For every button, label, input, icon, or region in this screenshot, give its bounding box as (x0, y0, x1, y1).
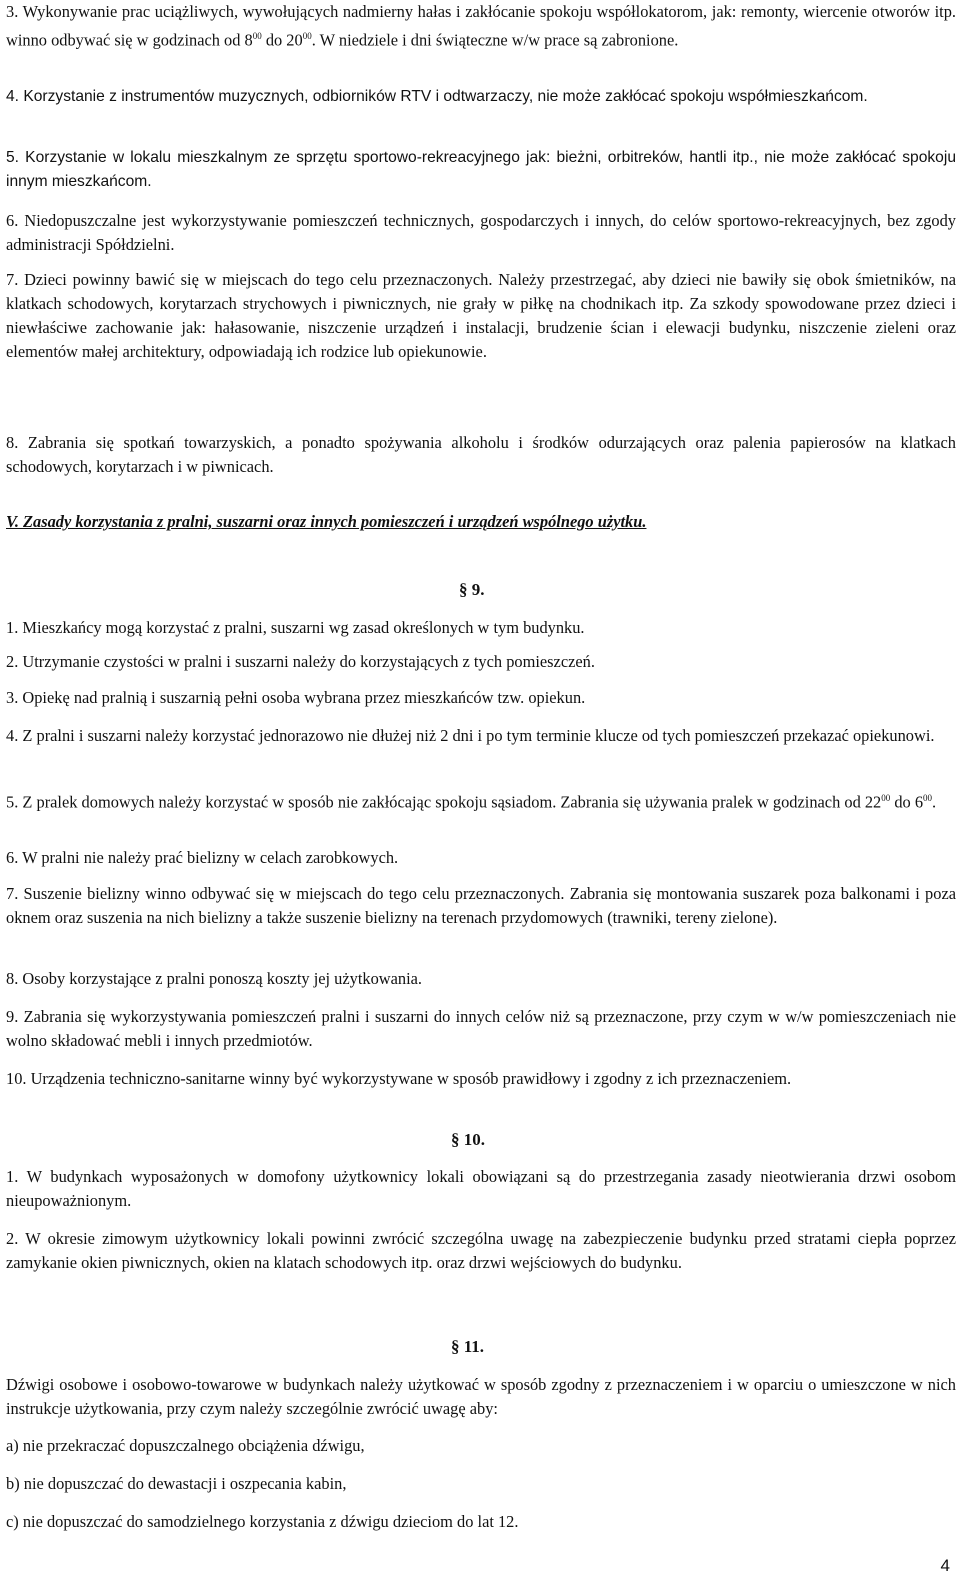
s9-item-6: 6. W pralni nie należy prać bielizny w celach zarobkowych. (6, 848, 399, 867)
s9-item-3: 3. Opiekę nad pralnią i suszarnią pełni osoba wybrana przez mieszkańców tzw. opiekun. (6, 688, 586, 707)
section-10-title: § 10. (451, 1130, 485, 1149)
paragraph-4: 4. Korzystanie z instrumentów muzycznych, odbiorników RTV i odtwarzaczy, nie może zakłócać spokoju współmieszkańcom. (6, 88, 868, 105)
s11-item-a: a) nie przekraczać dopuszczalnego obciążenia dźwigu, (6, 1436, 365, 1455)
section-heading: V. Zasady korzystania z pralni, suszarni oraz innych pomieszczeń i urządzeń wspólnego użytku. (6, 512, 647, 531)
paragraph-8: 8. Zabrania się spotkań towarzyskich, a ponadto spożywania alkoholu i środków odurzających oraz palenia papierosów na klatkach schodowych, korytarzach i w piwnicach. (6, 433, 956, 476)
s9-item-1: 1. Mieszkańcy mogą korzystać z pralni, suszarni wg zasad określonych w tym budynku. (6, 618, 585, 637)
s11-intro: Dźwigi osobowe i osobowo-towarowe w budynkach należy użytkować w sposób zgodny z przeznaczeniem i w oparciu o umieszczone w nich instrukcje użytkowania, przy czym należy szczególnie zwrócić uwagę aby: (6, 1375, 956, 1418)
s11-item-c: c) nie dopuszczać do samodzielnego korzystania z dźwigu dzieciom do lat 12. (6, 1512, 519, 1531)
s11-item-b: b) nie dopuszczać do dewastacji i oszpecania kabin, (6, 1474, 347, 1493)
paragraph-3: 3. Wykonywanie prac uciążliwych, wywołujących nadmierny hałas i zakłócanie spokoju współlokatorom, jak: remonty, wiercenie otworów itp. winno odbywać się w godzinach od $8^{00}$ do $20^{00}$. W niedziele i dni świąteczne w/w prace są zabronione. (6, 2, 956, 50)
paragraph-5: 5. Korzystanie w lokalu mieszkalnym ze sprzętu sportowo-rekreacyjnego jak: bieżni, orbitreków, hantli itp., nie może zakłócać spokoju innym mieszkańcom. (6, 149, 956, 190)
paragraph-7: 7. Dzieci powinny bawić się w miejscach do tego celu przeznaczonych. Należy przestrzegać, aby dzieci nie bawiły się obok śmietników, na klatkach schodowych, korytarzach strychowych i piwnicznych, nie grały w piłkę na chodnikach itp. Za szkody spowodowane przez dzieci i niewłaściwe zachowanie jak: hałasowanie, niszczenie urządzeń i instalacji, brudzenie ścian i elewacji budynku, niszczenie zieleni oraz elementów małej architektury, odpowiadają ich rodzice lub opiekunowie. (6, 270, 956, 361)
paragraph-6: 6. Niedopuszczalne jest wykorzystywanie pomieszczeń technicznych, gospodarczych i innych, do celów sportowo-rekreacyjnych, bez zgody administracji Spółdzielni. (6, 211, 956, 254)
s9-item-2: 2. Utrzymanie czystości w pralni i suszarni należy do korzystających z tych pomieszczeń. (6, 652, 595, 671)
s9-item-4: 4. Z pralni i suszarni należy korzystać jednorazowo nie dłużej niż 2 dni i po tym terminie klucze od tych pomieszczeń przekazać opiekunowi. (6, 726, 935, 745)
s9-item-7: 7. Suszenie bielizny winno odbywać się w miejscach do tego celu przeznaczonych. Zabrania się montowania suszarek poza balkonami i poza oknem oraz suszenia na nich bielizny a także suszenie bielizny na terenach przydomowych (trawniki, tereny zielone). (6, 884, 956, 927)
s10-item-2: 2. W okresie zimowym użytkownicy lokali powinni zwrócić szczególna uwagę na zabezpieczenie budynku przed stratami ciepła poprzez zamykanie okien piwnicznych, okien na klatach schodowych itp. oraz drzwi wejściowych do budynku. (6, 1229, 956, 1272)
s9-item-5: 5. Z pralek domowych należy korzystać w sposób nie zakłócając spokoju sąsiadom. Zabrania się używania pralek w godzinach od $22^{00}$ do $6^{00}$. (6, 792, 937, 812)
s9-item-9: 9. Zabrania się wykorzystywania pomieszczeń pralni i suszarni do innych celów niż są przeznaczone, przy czym w w/w pomieszczeniach nie wolno składować mebli i innych przedmiotów. (6, 1007, 956, 1050)
s9-item-8: 8. Osoby korzystające z pralni ponoszą koszty jej użytkowania. (6, 969, 423, 988)
s10-item-1: 1. W budynkach wyposażonych w domofony użytkownicy lokali obowiązani są do przestrzegania zasady nieotwierania drzwi osobom nieupoważnionym. (6, 1167, 956, 1210)
section-11-title: § 11. (451, 1337, 485, 1356)
page-number: 4 (940, 1556, 950, 1575)
section-9-title: § 9. (459, 580, 485, 599)
s9-item-10: 10. Urządzenia techniczno-sanitarne winny być wykorzystywane w sposób prawidłowy i zgodny z ich przeznaczeniem. (6, 1069, 792, 1088)
